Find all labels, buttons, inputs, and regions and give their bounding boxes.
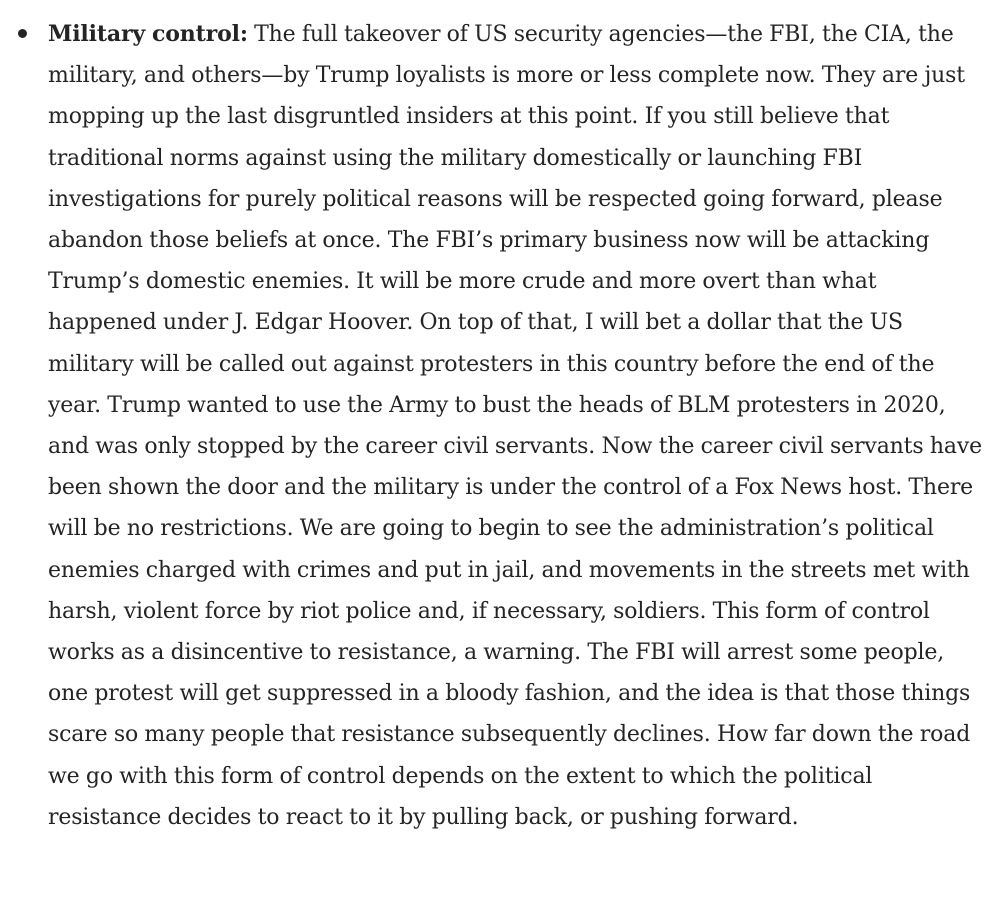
bullet-body-text: The full takeover of US security agencies—the FBI, the CIA, the military, and others—by Trump loyalists is more or less complete now. They are just mopping up the last disgruntled insiders at this point. If you still believe that traditional norms against using the military domestically or launching FBI investigations for purely political reasons will be respected going forward, please abandon those beliefs at once. The FBI’s primary business now will be attacking Trump’s domestic enemies. It will be more crude and more overt than what happened under J. Edgar Hoover. On top of that, I will bet a dollar that the US military will be called out against protesters in this country before the end of the year. Trump wanted to use the Army to bust the heads of BLM protesters in 2020, and was only stopped by the career civil servants. Now the career civil servants have been shown the door and the military is under the control of a Fox News host. There will be no restrictions. We are going to begin to see the administration’s political enemies charged with crimes and put in jail, and movements in the streets met with harsh, violent force by riot police and, if necessary, soldiers. This form of control works as a disincentive to resistance, a warning. The FBI will arrest some people, one protest will get suppressed in a bloody fashion, and the idea is that those things scare so many people that resistance subsequently declines. How far down the road we go with this form of control depends on the extent to which the political resistance decides to react to it by pulling back, or pushing forward. (48, 22, 982, 830)
list-item (48, 14, 983, 838)
bullet-lead-text: Military control: (48, 21, 248, 47)
bullet-icon (18, 29, 27, 38)
